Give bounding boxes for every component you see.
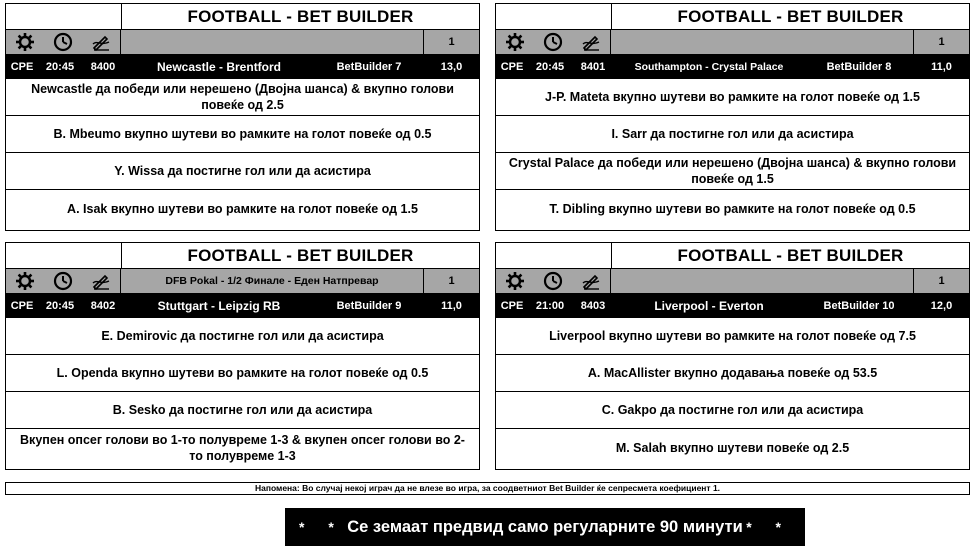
banner-text: Се земаат предвид само регуларните 90 минути <box>347 517 743 536</box>
selection-item: I. Sarr да постигне гол или да асистира <box>496 116 969 153</box>
match-row[interactable] <box>496 294 969 318</box>
competition-label <box>120 30 423 54</box>
selection-item: J-P. Mateta вкупно шутеви во рамките на голот повеќе од 1.5 <box>496 79 969 116</box>
match-time: 20:45 <box>45 61 75 73</box>
match-row[interactable] <box>6 55 479 79</box>
match-time: 20:45 <box>535 61 565 73</box>
gear-icon <box>6 269 44 293</box>
betbuilder-label: BetBuilder 7 <box>336 61 402 73</box>
match-day: СРЕ <box>10 300 34 312</box>
competition-label <box>610 269 913 293</box>
selection-item: E. Demirovic да постигне гол или да асистира <box>6 318 479 355</box>
odds-value[interactable]: 12,0 <box>930 300 953 312</box>
card-title: FOOTBALL - BET BUILDER <box>677 7 904 26</box>
selection-count: 1 <box>423 30 479 54</box>
match-day: СРЕ <box>500 61 524 73</box>
stars-left: * * <box>299 519 344 535</box>
match-day: СРЕ <box>10 61 34 73</box>
selection-item: A. MacAllister вкупно додавања повеќе од 53.5 <box>496 355 969 392</box>
selection-item: Y. Wissa да постигне гол или да асистира <box>6 153 479 190</box>
match-time: 20:45 <box>45 300 75 312</box>
match-day: СРЕ <box>500 300 524 312</box>
match-time: 21:00 <box>535 300 565 312</box>
selection-item: Newcastle да победи или нерешено (Двојна шанса) & вкупно голови повеќе од 2.5 <box>6 79 479 116</box>
match-teams: Liverpool - Everton <box>654 299 764 313</box>
match-teams: Southampton - Crystal Palace <box>634 61 784 73</box>
odds-value[interactable]: 11,0 <box>441 300 462 312</box>
selection-item: B. Sesko да постигне гол или да асистира <box>6 392 479 429</box>
selection-count: 1 <box>423 269 479 293</box>
selection-item: Liverpool вкупно шутеви во рамките на голот повеќе од 7.5 <box>496 318 969 355</box>
selection-item: Crystal Palace да победи или нерешено (Двојна шанса) & вкупно голови повеќе од 1.5 <box>496 153 969 190</box>
competition-label <box>610 30 913 54</box>
match-row[interactable] <box>496 55 969 79</box>
betbuilder-label: BetBuilder 8 <box>826 61 892 73</box>
gear-icon <box>6 30 44 54</box>
match-teams: Newcastle - Brentford <box>156 60 282 74</box>
gear-icon <box>496 269 534 293</box>
clock-icon <box>534 30 572 54</box>
bet-card-3 <box>5 242 480 470</box>
clock-icon <box>44 269 82 293</box>
regular-time-banner <box>285 508 805 546</box>
edit-off-icon <box>82 269 120 293</box>
edit-off-icon <box>572 30 610 54</box>
clock-icon <box>534 269 572 293</box>
match-code: 8402 <box>90 300 116 312</box>
edit-off-icon <box>82 30 120 54</box>
selection-item: B. Mbeumo вкупно шутеви во рамките на голот повеќе од 0.5 <box>6 116 479 153</box>
disclaimer-note: Напомена: Во случај некој играч да не влезе во игра, за соодветниот Bet Builder ќе сепресмета коефициент 1. <box>5 482 970 495</box>
match-teams: Stuttgart - Leipzig RB <box>157 299 281 313</box>
match-code: 8403 <box>580 300 606 312</box>
selection-count: 1 <box>913 269 969 293</box>
odds-value[interactable]: 11,0 <box>931 61 952 73</box>
card-title: FOOTBALL - BET BUILDER <box>677 246 904 265</box>
betbuilder-label: BetBuilder 9 <box>336 300 402 312</box>
selection-item: T. Dibling вкупно шутеви во рамките на голот повеќе од 0.5 <box>549 201 916 216</box>
odds-value[interactable]: 13,0 <box>440 61 463 73</box>
clock-icon <box>44 30 82 54</box>
edit-off-icon <box>572 269 610 293</box>
stars-right: * * <box>746 519 791 535</box>
match-row[interactable] <box>6 294 479 318</box>
bet-card-1 <box>5 3 480 231</box>
bet-card-4 <box>495 242 970 470</box>
bet-card-2 <box>495 3 970 231</box>
betbuilder-label: BetBuilder 10 <box>823 300 895 312</box>
match-code: 8401 <box>580 61 606 73</box>
card-title: FOOTBALL - BET BUILDER <box>187 246 414 265</box>
gear-icon <box>496 30 534 54</box>
card-title: FOOTBALL - BET BUILDER <box>187 7 414 26</box>
competition-label: DFB Pokal - 1/2 Финале - Еден Натпревар <box>120 269 423 293</box>
selection-item: C. Gakpo да постигне гол или да асистира <box>496 392 969 429</box>
selection-count: 1 <box>913 30 969 54</box>
selection-item: M. Salah вкупно шутеви повеќе од 2.5 <box>615 440 850 455</box>
match-code: 8400 <box>90 61 116 73</box>
selection-item: A. Isak вкупно шутеви во рамките на голот повеќе од 1.5 <box>67 201 418 216</box>
selection-item: Вкупен опсег голови во 1-то полувреме 1-3 & вкупен опсег голови во 2-то полувреме 1-3 <box>20 432 465 463</box>
selection-item: L. Openda вкупно шутеви во рамките на голот повеќе од 0.5 <box>6 355 479 392</box>
